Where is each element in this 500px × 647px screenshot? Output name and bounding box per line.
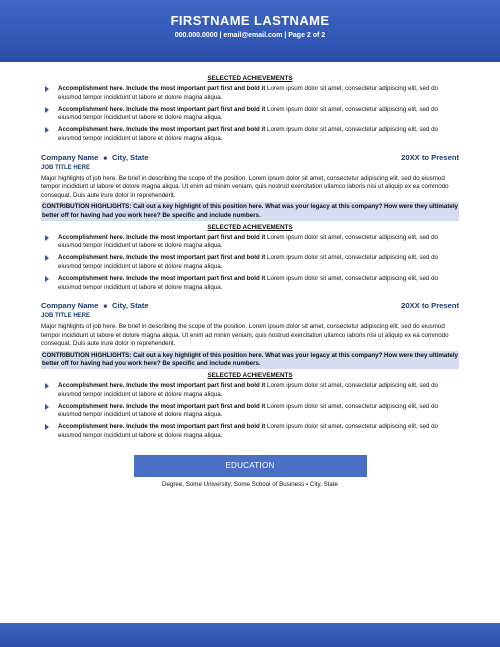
contribution-highlights: CONTRIBUTION HIGHLIGHTS: Call out a key highlight of this position here. What was your legacy at this company? How were they ultimately better off for having had you work here? Be specific and include numbers. bbox=[42, 351, 458, 368]
separator-dot-icon: ■ bbox=[103, 155, 108, 162]
bullet-arrow-icon bbox=[45, 127, 49, 133]
company-location bbox=[41, 301, 149, 310]
achievement-bold: Accomplishment here. Include the most important part first and bold it bbox=[58, 105, 266, 113]
job-dates: 20XX to Present bbox=[401, 301, 459, 311]
company-location-text: City, State bbox=[112, 152, 149, 162]
job-title: JOB TITLE HERE bbox=[41, 164, 91, 171]
separator-dot-icon: ▪ bbox=[304, 480, 310, 488]
achievement-item bbox=[41, 275, 459, 292]
achievement-bold: Accomplishment here. Include the most important part first and bold it bbox=[58, 126, 266, 134]
achievement-bold: Accomplishment here. Include the most important part first and bold it bbox=[58, 423, 266, 431]
achievement-text: Lorem ipsum dolor sit amet, consectetur adipiscing elit, sed do eiusmod tempor incididunt ut labore et dolore magna aliqua. bbox=[58, 126, 438, 142]
achievement-item bbox=[41, 382, 459, 399]
bullet-arrow-icon bbox=[45, 86, 49, 92]
achievement-bold: Accomplishment here. Include the most important part first and bold it bbox=[58, 274, 266, 282]
achievement-text: Lorem ipsum dolor sit amet, consectetur adipiscing elit, sed do eiusmod tempor incididunt ut labore et dolore magna aliqua. bbox=[58, 233, 438, 250]
education-location: City, State bbox=[309, 480, 338, 488]
achievement-text: Lorem ipsum dolor sit amet, consectetur adipiscing elit, sed do eiusmod tempor incididunt ut labore et dolore magna aliqua. bbox=[58, 274, 438, 291]
company-location-text: City, State bbox=[112, 301, 149, 311]
resume-footer-bar bbox=[0, 623, 500, 647]
achievement-bold: Accomplishment here. Include the most important part first and bold it bbox=[58, 382, 266, 390]
bullet-arrow-icon bbox=[45, 404, 49, 410]
job-dates: 20XX to Present bbox=[401, 152, 459, 162]
resume-header bbox=[0, 0, 500, 62]
education-line bbox=[41, 481, 459, 488]
section-title-achievements: SELECTED ACHIEVEMENTS bbox=[207, 75, 293, 82]
separator-dot-icon: ■ bbox=[103, 304, 108, 311]
bullet-arrow-icon bbox=[45, 255, 49, 261]
achievement-item bbox=[41, 403, 459, 420]
bullet-arrow-icon bbox=[45, 424, 49, 430]
company-name: Company Name bbox=[41, 301, 99, 311]
achievement-bold: Accomplishment here. Include the most important part first and bold it bbox=[58, 254, 266, 262]
achievement-text: Lorem ipsum dolor sit amet, consectetur adipiscing elit, sed do eiusmod tempor incididunt ut labore et dolore magna aliqua. bbox=[58, 382, 438, 398]
achievement-bold: Accomplishment here. Include the most important part first and bold it bbox=[58, 233, 266, 241]
achievement-text: Lorem ipsum dolor sit amet, consectetur adipiscing elit, sed do eiusmod tempor incididunt ut labore et dolore magna aliqua. bbox=[58, 105, 438, 122]
bullet-arrow-icon bbox=[45, 276, 49, 282]
bullet-arrow-icon bbox=[45, 383, 49, 389]
achievement-item bbox=[41, 85, 459, 102]
company-name: Company Name bbox=[41, 152, 99, 162]
achievement-bold: Accomplishment here. Include the most important part first and bold it bbox=[58, 402, 266, 410]
achievement-text: Lorem ipsum dolor sit amet, consectetur adipiscing elit, sed do eiusmod tempor incididunt ut labore et dolore magna aliqua. bbox=[58, 423, 438, 440]
job-description: Major highlights of job here. Be brief in describing the scope of the position. Lorem ipsum dolor sit amet, consectetur adipiscing elit, sed do eiusmod tempor incididunt ut labore et dolore magna aliqua. Ut enim ad minim veniam, quis nostrud exercitation ullamco laboris nisi ut aliquip ex ea commodo consequat. Duis aute irure dolor in reprehenderit. bbox=[41, 323, 449, 348]
contact-line: 000.000.0000 | email@email.com | Page 2 of 2 bbox=[174, 32, 326, 39]
achievement-list bbox=[41, 382, 459, 441]
job-header bbox=[41, 153, 459, 162]
candidate-name: FIRSTNAME LASTNAME bbox=[170, 13, 330, 28]
section-title-achievements: SELECTED ACHIEVEMENTS bbox=[207, 223, 293, 231]
job-title: JOB TITLE HERE bbox=[41, 313, 91, 320]
achievement-item bbox=[41, 254, 459, 271]
job-description: Major highlights of job here. Be brief in describing the scope of the position. Lorem ipsum dolor sit amet, consectetur adipiscing elit, sed do eiusmod tempor incididunt ut labore et dolore magna aliqua. Ut enim ad minim veniam, quis nostrud exercitation ullamco laboris nisi ut aliquip ex ea commodo consequat. Duis aute irure dolor in reprehenderit. bbox=[41, 174, 449, 199]
job-header bbox=[41, 301, 459, 310]
company-location bbox=[41, 153, 149, 162]
bullet-arrow-icon bbox=[45, 107, 49, 113]
education-degree: Degree, Some University, Some School of Business bbox=[162, 480, 305, 488]
contribution-highlights: CONTRIBUTION HIGHLIGHTS: Call out a key highlight of this position here. What was your legacy at this company? How were they ultimately better off for having had you work here? Be specific and include numbers. bbox=[42, 203, 458, 219]
education-banner: EDUCATION bbox=[134, 455, 367, 477]
achievement-item bbox=[41, 234, 459, 251]
achievement-text: Lorem ipsum dolor sit amet, consectetur adipiscing elit, sed do eiusmod tempor incididunt ut labore et dolore magna aliqua. bbox=[58, 254, 438, 270]
achievement-item bbox=[41, 106, 459, 123]
achievement-item bbox=[41, 126, 459, 143]
achievement-list bbox=[41, 85, 459, 144]
section-title-achievements: SELECTED ACHIEVEMENTS bbox=[207, 372, 293, 380]
bullet-arrow-icon bbox=[45, 235, 49, 241]
achievement-text: Lorem ipsum dolor sit amet, consectetur adipiscing elit, sed do eiusmod tempor incididunt ut labore et dolore magna aliqua. bbox=[58, 85, 438, 101]
achievement-bold: Accomplishment here. Include the most important part first and bold it bbox=[58, 85, 266, 92]
achievement-list bbox=[41, 234, 459, 293]
achievement-text: Lorem ipsum dolor sit amet, consectetur adipiscing elit, sed do eiusmod tempor incididunt ut labore et dolore magna aliqua. bbox=[58, 402, 438, 419]
resume-body bbox=[41, 75, 459, 488]
achievement-item bbox=[41, 423, 459, 440]
